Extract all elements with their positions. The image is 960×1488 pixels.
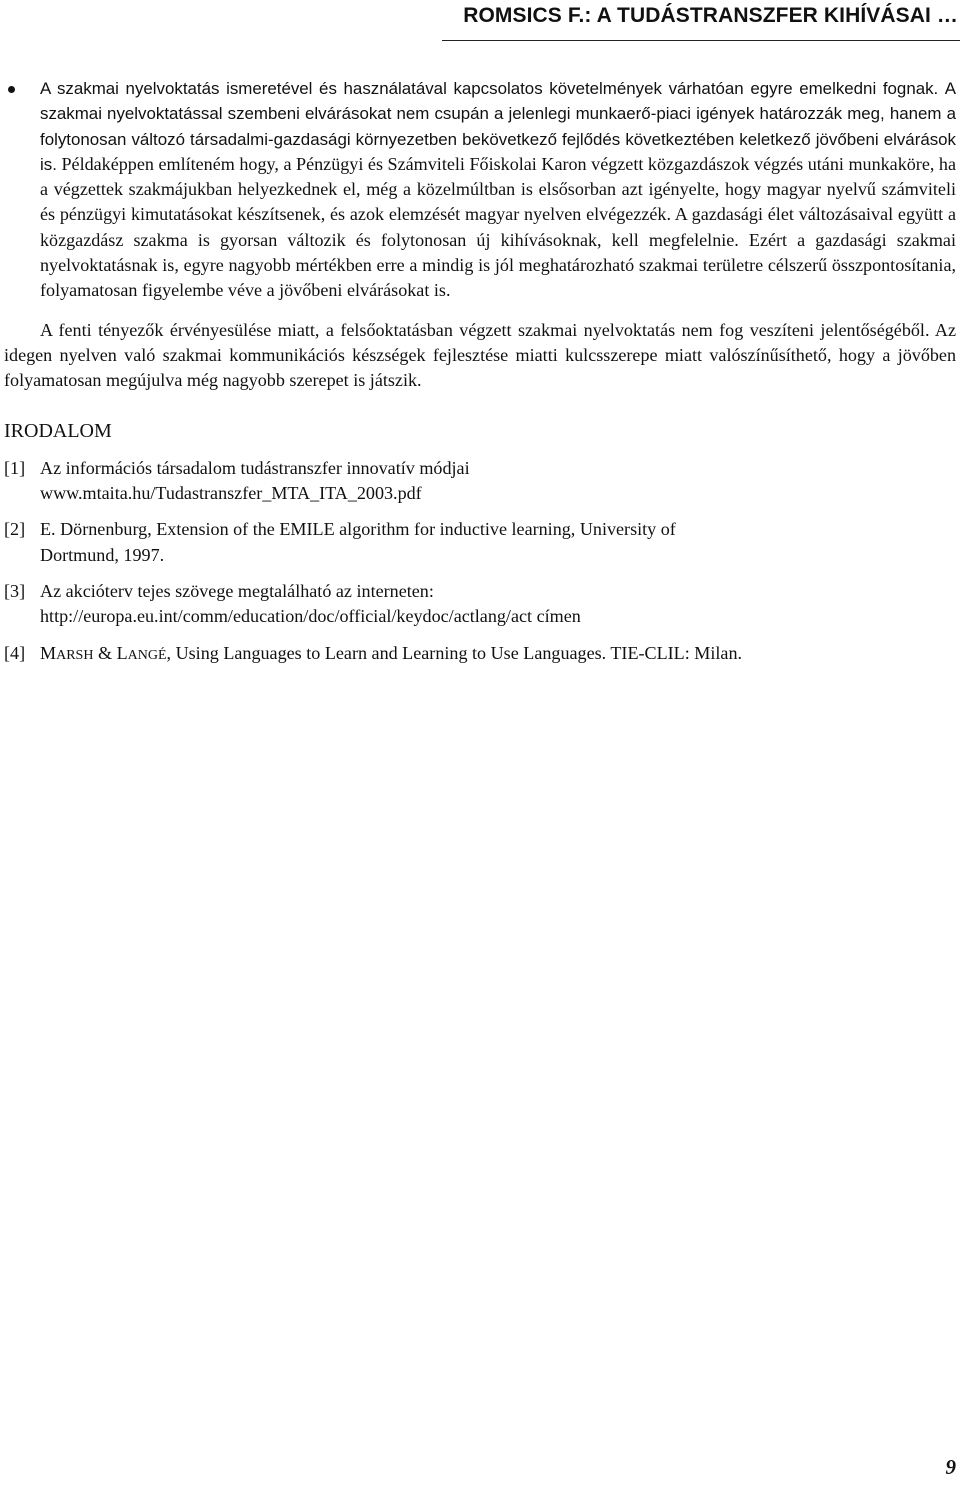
reference-number: [1] <box>4 457 26 478</box>
author-smallcaps: ARSH <box>56 647 94 663</box>
running-header: ROMSICS F.: A TUDÁSTRANSZFER KIHÍVÁSAI … <box>463 4 958 27</box>
reference-item-2 <box>4 517 956 568</box>
author-amp: & <box>93 642 117 663</box>
reference-link: www.mtaita.hu/Tudastranszfer_MTA_ITA_2003.pdf <box>40 483 422 504</box>
reference-text-cont: Dortmund, 1997. <box>40 544 165 565</box>
reference-list <box>4 456 956 668</box>
reference-number: [3] <box>4 581 26 602</box>
reference-number: [2] <box>4 519 26 540</box>
author-smallcaps-2: ANGÉ <box>127 647 167 663</box>
body-paragraph: A fenti tényezők érvényesülése miatt, a felsőoktatásban végzett szakmai nyelvoktatás nem fog veszíteni jelentőségéből. Az idegen nyelven való szakmai kommunikációs készségek fejlesztése miatti kulcsszerepe miatt valószínűsíthető, hogy a jövőben folyamatosan megújulva még nagyobb szerepet is játszik. <box>4 319 956 391</box>
bullet-text-serif: Példaképpen említeném hogy, a Pénzügyi és Számviteli Főiskolai Karon végzett közgazdászok végzés utáni munkaköre, ha a végzettek szakmájukban helyezkednek el, még a közelmúltban is elsősorban azt igényelte, hogy magyar nyelvű számviteli és pénzügyi kimutatásokat készítsenek, és azok elemzését magyar nyelven elvégezzék. A gazdasági élet változásaival együtt a közgazdász szakma is gyorsan változik és folytonosan új kihívásoknak, kell megfelelnie. Ezért a gazdasági szakmai nyelvoktatásnak is, egyre nagyobb mértékben erre a mindig is jól meghatározható szakmai területre célszerű összpontosítania, folyamatosan figyelembe véve a jövőbeni elvárásokat is. <box>40 153 957 301</box>
bullet-text-sans: A szakmai nyelvoktatás ismeretével és használatával kapcsolatos követelmények várhatóan egyre emelkedni fognak. <box>40 79 939 98</box>
document-body <box>4 76 956 679</box>
reference-item-1 <box>4 456 956 507</box>
section-title: IRODALOM <box>4 419 112 442</box>
reference-text: Az akcióterv tejes szövege megtalálható az interneten: <box>40 581 434 602</box>
bullet-dot-icon <box>8 86 15 93</box>
bullet-item <box>4 76 956 304</box>
author-initial-2: L <box>116 642 128 663</box>
reference-text: Az információs társadalom tudástranszfer innovatív módjai <box>40 457 470 478</box>
header-rule <box>442 40 960 41</box>
reference-number: [4] <box>4 642 26 663</box>
reference-item-4 <box>4 641 956 668</box>
reference-link: http://europa.eu.int/comm/education/doc/official/keydoc/actlang/act címen <box>40 606 581 627</box>
reference-item-3 <box>4 579 956 630</box>
reference-text: E. Dörnenburg, Extension of the EMILE algorithm for inductive learning, University of <box>40 519 676 540</box>
reference-text: , Using Languages to Learn and Learning to Use Languages. TIE-CLIL: Milan. <box>166 642 743 663</box>
author-initial: M <box>40 642 57 663</box>
page-number: 9 <box>945 1455 956 1479</box>
bullet-text-sans-2: A szakmai nyelvoktatással szembeni elvárásokat nem csupán a jelenlegi munkaerő-piaci igények határozzák meg, hanem a folytonosan változó társadalmi-gazdasági környezetben bekövetkező fejlődés következtében keletkező jövőbeni elvárások is. <box>40 79 956 174</box>
